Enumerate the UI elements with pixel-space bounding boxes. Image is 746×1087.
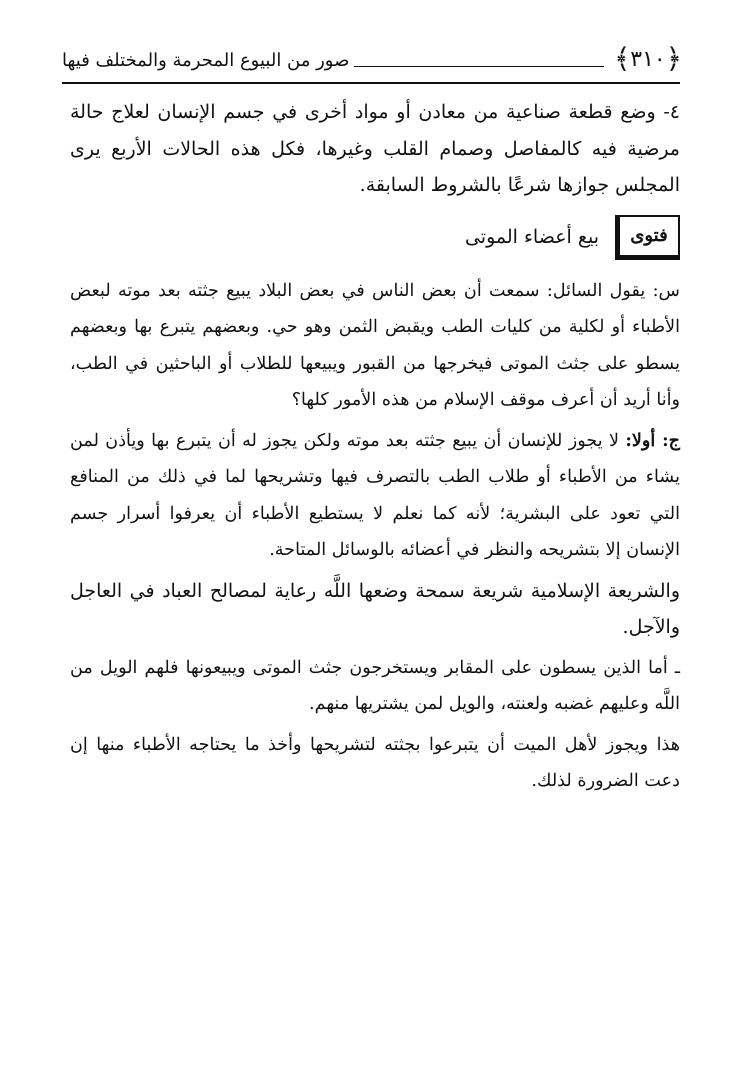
answer-paragraph [70,423,680,569]
page-header [62,38,680,86]
running-title: صور من البيوع المحرمة والمختلف فيها [62,50,350,71]
sharia-paragraph: والشريعة الإسلامية شريعة سمحة وضعها اللَّه رعاية لمصالح العباد في العاجل والآجل. [70,579,680,638]
graves-paragraph: ـ أما الذين يسطون على المقابر ويستخرجون جثث الموتى ويبيعونها فلهم الويل من اللَّه وعليهم غضبه ولعنته، والويل لمن يشتريها منهم. [70,657,680,714]
answer-label: ج: أولا: [625,429,680,451]
final-paragraph: هذا ويجوز لأهل الميت أن يتبرعوا بجثته لتشريحها وأخذ ما يحتاجه الأطباء منها إن دعت الضرورة لذلك. [70,734,680,791]
brace-left-ornament: ﴾ [614,42,631,75]
brace-right-ornament: ﴿ [665,42,682,75]
header-divider [62,82,680,84]
fatwa-title: بيع أعضاء الموتى [464,226,599,249]
page-number-badge [616,44,680,76]
fatwa-heading [70,209,680,267]
header-rule [354,66,604,67]
paragraph-item-4: ٤- وضع قطعة صناعية من معادن أو مواد أخرى في جسم الإنسان لعلاج حالة مرضية فيه كالمفاصل وصمام القلب وغيرها، فكل هذه الحالات الأربع يرى المجلس جوازها شرعًا بالشروط السابقة. [70,101,680,196]
page-body [70,94,680,800]
page-number: ٣١٠ [630,47,666,72]
answer-text: لا يجوز للإنسان أن يبيع جثته بعد موته ولكن يجوز له أن يتبرع بها ويأذن لمن يشاء من الأطباء أو طلاب الطب بالتصرف فيها وتشريحها لما في ذلك من المنافع التي تعود على البشرية؛ لأنه كما نعلم لا يستطيع الأطباء أن يعرفوا أسرار جسم الإنسان إلا بتشريحه والنظر في أعضائه بالوسائل المتاحة. [70,430,680,560]
fatwa-label-box: فتوى [615,215,680,260]
question-paragraph: س: يقول السائل: سمعت أن بعض الناس في بعض البلاد يبيع جثته بعد موته لبعض الأطباء أو لكلية من كليات الطب ويقبض الثمن وهو حي. وبعضهم يتبرع بها وبعضهم يسطو على جثث الموتى فيخرجها من القبور ويبيعها للطلاب أو الباحثين في الطب، وأنا أريد أن أعرف موقف الإسلام من هذه الأمور كلها؟ [70,280,680,410]
